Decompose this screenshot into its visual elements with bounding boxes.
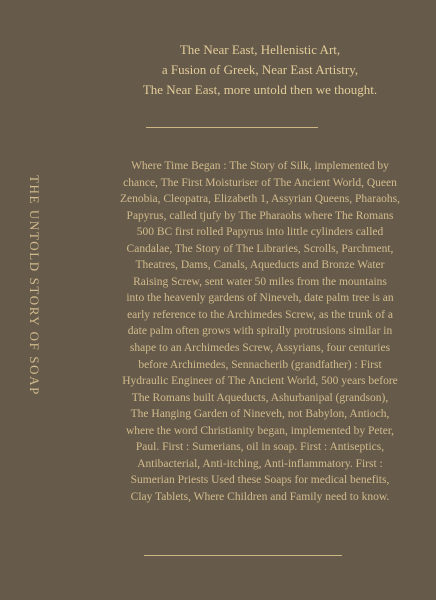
blurb-line: Where Time Began : The Story of Silk, implemented by — [131, 160, 389, 172]
blurb-line: before Archimedes, Sennacherib (grandfather) : First — [138, 358, 382, 371]
blurb-line: Papyrus, called tjufy by The Pharaohs where The Romans — [126, 209, 394, 222]
blurb-line: Antibacterial, Anti-itching, Anti-inflammatory. First : — [137, 457, 383, 470]
heading-line: a Fusion of Greek, Near East Artistry, — [161, 62, 359, 77]
blurb-line: into the heavenly gardens of Nineveh, date palm tree is an — [126, 292, 394, 305]
blurb-paragraph — [90, 158, 430, 505]
blurb-line: The Hanging Garden of Nineveh, not Babylon, Antioch, — [130, 408, 390, 421]
blurb-line: The Romans built Aqueducts, Ashurbanipal (grandson), — [131, 391, 389, 404]
cover-heading — [90, 40, 430, 100]
blurb-line: Raising Screw, sent water 50 miles from the mountains — [133, 275, 387, 288]
blurb-line: Zenobia, Cleopatra, Elizabeth 1, Assyrian Queens, Pharaohs, — [119, 193, 401, 206]
blurb-line: early reference to the Archimedes Screw, as the trunk of a — [127, 308, 393, 321]
blurb-line: Candalae, The Story of The Libraries, Scrolls, Parchment, — [126, 242, 394, 255]
vertical-book-title: THE UNTOLD STORY OF SOAP — [27, 175, 42, 396]
blurb-line: date palm often grows with spirally protrusions similar in — [127, 325, 393, 338]
blurb-line: 500 BC first rolled Papyrus into little cylinders called — [136, 226, 384, 239]
heading-line: The Near East, more untold then we thought. — [142, 82, 378, 97]
blurb-line: where the word Christianity began, implemented by Peter, — [125, 424, 395, 437]
blurb-line: Theatres, Dams, Canals, Aqueducts and Bronze Water — [135, 259, 385, 272]
blurb-line: Clay Tablets, Where Children and Family need to know. — [130, 490, 390, 503]
blurb-line: shape to an Archimedes Screw, Assyrians, four centuries — [129, 342, 391, 355]
blurb-line: Sumerian Priests Used these Soaps for medical benefits, — [130, 474, 390, 487]
blurb-line: chance, The First Moisturiser of The Ancient World, Queen — [123, 176, 397, 189]
heading-line: The Near East, Hellenistic Art, — [179, 42, 341, 57]
blurb-line: Hydraulic Engineer of The Ancient World, 500 years before — [122, 375, 398, 388]
bottom-divider — [144, 555, 342, 556]
top-divider — [146, 127, 318, 128]
blurb-line: Paul. First : Sumerians, oil in soap. First : Antiseptics, — [135, 441, 385, 454]
